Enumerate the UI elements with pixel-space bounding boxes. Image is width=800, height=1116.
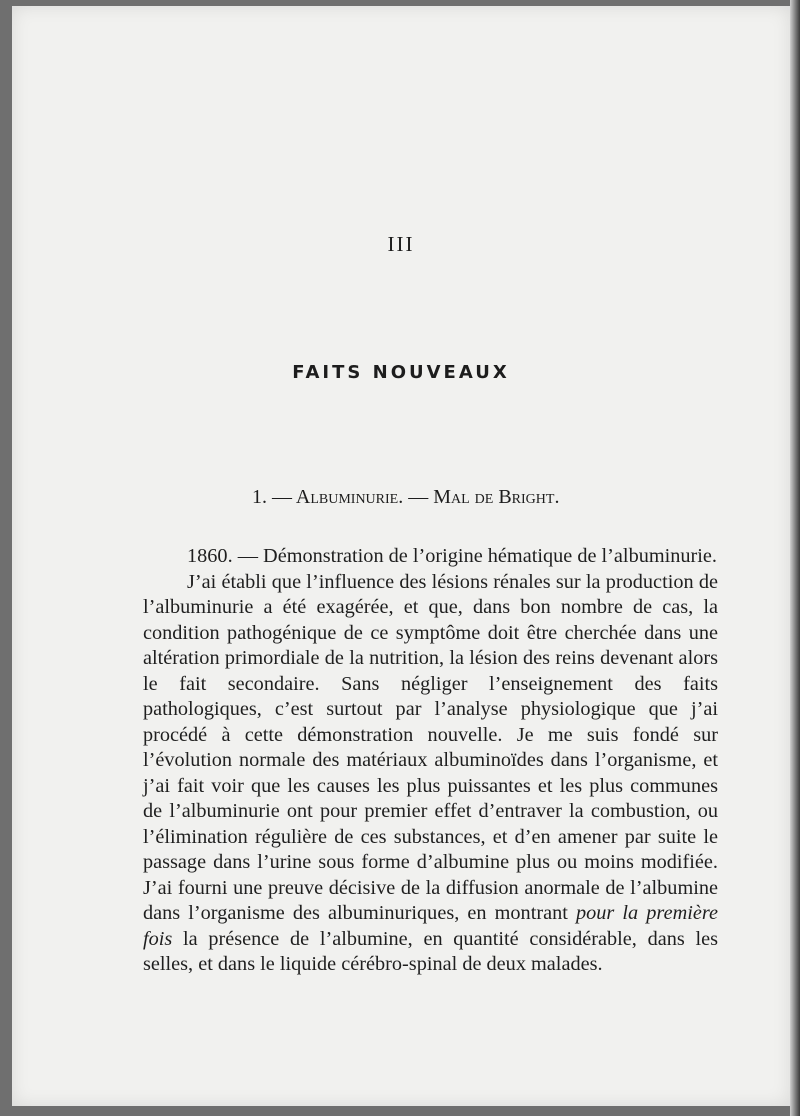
chapter-title: FAITS NOUVEAUX: [292, 362, 510, 383]
paragraph-date-statement: 1860. — Démonstration de l’origine hématique de l’albuminurie.: [187, 545, 717, 567]
chapter-number: III: [387, 232, 415, 256]
paragraph-main-italic: pour la première fois: [143, 902, 718, 950]
page-edge-shadow: [790, 0, 800, 1116]
body-text: [143, 544, 718, 978]
paragraph-main-text-2: la présence de l’albumine, en quantité considérable, dans les selles, et dans le liquide cérébro-spinal de deux malades.: [143, 927, 718, 975]
paragraph-main: [143, 570, 718, 978]
book-page: [12, 6, 790, 1106]
section-heading: 1. — Albuminurie. — Mal de Bright.: [252, 486, 560, 508]
paragraph-main-text-1: J’ai établi que l’influence des lésions rénales sur la production de l’albuminurie a été exagérée, et que, dans bon nombre de cas, la condition pathogénique de ce symptôme doit être cherchée dans une altération primordiale de la nutrition, la lésion des reins devenant alors le fait secondaire. Sans négliger l’enseignement des faits pathologiques, c’est surtout par l’analyse physiologique que j’ai procédé à cette démonstration nouvelle. Je me suis fondé sur l’évolution normale des matériaux albuminoïdes dans l’organisme, et j’ai fait voir que les causes les plus puissantes et les plus communes de l’albuminurie ont pour premier effet d’entraver la combustion, ou l’élimination régulière de ces substances, et d’en amener par suite le passage dans l’urine sous forme d’albumine plus ou moins modifiée. J’ai fourni une preuve décisive de la diffusion anormale de l’albumine dans l’organisme des albuminuriques, en montrant: [143, 570, 718, 924]
